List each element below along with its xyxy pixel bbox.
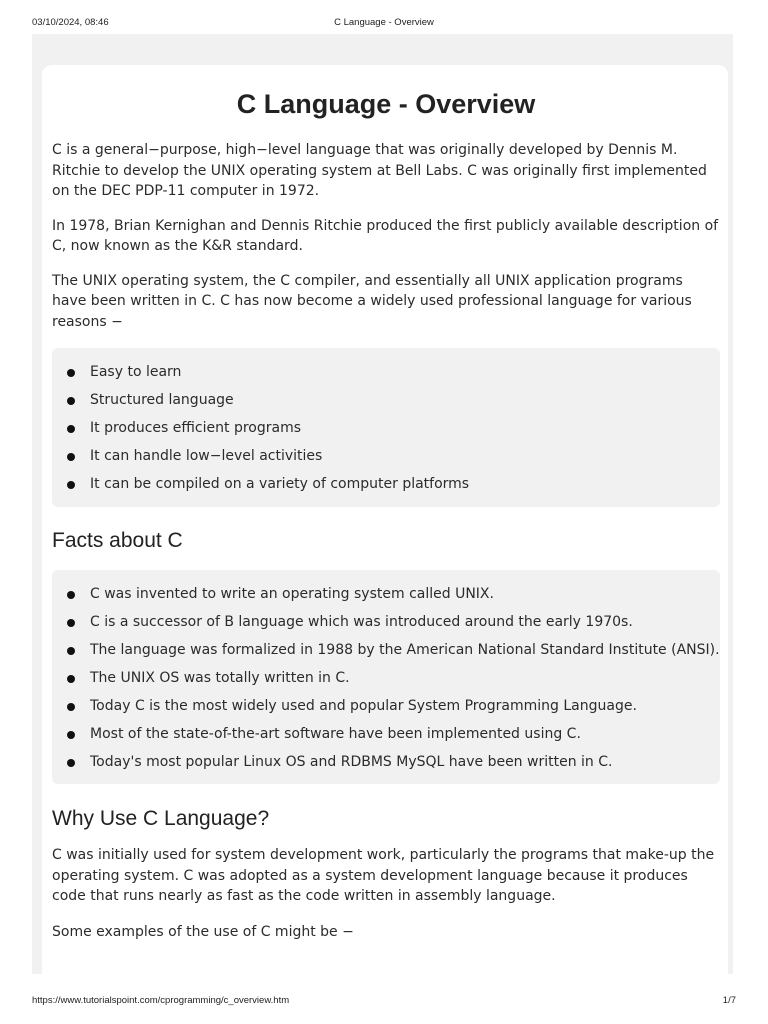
list-item: C was invented to write an operating system called UNIX. [52,584,720,605]
print-datetime: 03/10/2024, 08:46 [32,17,109,28]
list-item: The UNIX OS was totally written in C. [52,668,720,689]
list-item: Most of the state-of-the-art software have been implemented using C. [52,724,720,745]
print-header [0,17,768,31]
intro-paragraph-1: C is a general−purpose, high−level language that was originally developed by Dennis M. Ritchie to develop the UNIX operating system at Bell Labs. C was originally first implemented on the DEC PDP-11 computer in 1972. [52,142,707,199]
intro-paragraph-2: In 1978, Brian Kernighan and Dennis Ritchie produced the first publicly available description of C, now known as the K&R standard. [52,217,719,254]
print-page-title: C Language - Overview [334,17,434,28]
list-item: It produces efficient programs [52,418,720,439]
print-page-number: 1/7 [722,995,736,1006]
intro-paragraph-3: The UNIX operating system, the C compiler, and essentially all UNIX application programs have been written in C. C has now become a widely used professional language for various reasons − [52,272,692,330]
why-paragraph-1: C was initially used for system development work, particularly the programs that make-up the operating system. C was adopted as a system development language because it produces code that runs nearly as fast as the code written in assembly language. [52,847,715,904]
list-item: It can be compiled on a variety of computer platforms [52,474,720,495]
list-item: C is a successor of B language which was introduced around the early 1970s. [52,612,720,633]
list-item: It can handle low−level activities [52,446,720,467]
print-footer [0,995,768,1009]
why-heading: Why Use C Language? [52,807,270,830]
list-item: Easy to learn [52,362,720,383]
facts-heading: Facts about C [52,528,183,552]
list-item: Today C is the most widely used and popular System Programming Language. [52,696,720,717]
list-item: The language was formalized in 1988 by the American National Standard Institute (ANSI). [52,640,720,661]
reasons-list [52,348,720,507]
why-paragraph-2: Some examples of the use of C might be − [52,923,354,940]
article-title: C Language - Overview [236,89,536,119]
list-item: Structured language [52,390,720,411]
facts-list [52,570,720,785]
article-content [52,84,720,942]
print-url: https://www.tutorialspoint.com/cprogramming/c_overview.htm [32,995,290,1006]
list-item: Today's most popular Linux OS and RDBMS MySQL have been written in C. [52,752,720,773]
